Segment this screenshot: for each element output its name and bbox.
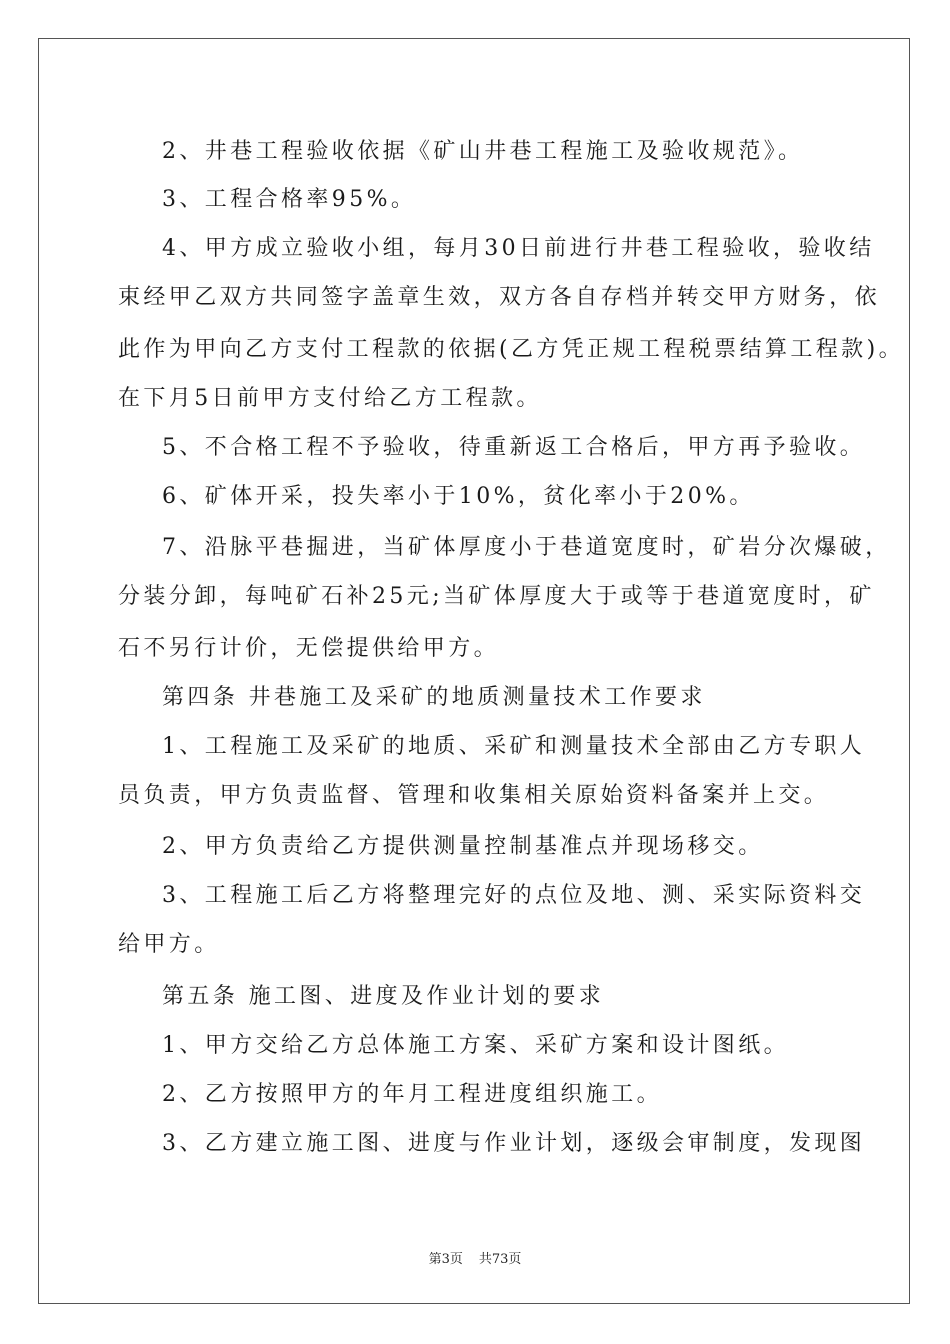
paragraph-line: 2、乙方按照甲方的年月工程进度组织施工。 xyxy=(162,1082,662,1107)
page-number: 第3页 xyxy=(428,1252,463,1267)
paragraph-line: 1、甲方交给乙方总体施工方案、采矿方案和设计图纸。 xyxy=(162,1033,789,1058)
paragraph-line: 2、井巷工程验收依据《矿山井巷工程施工及验收规范》。 xyxy=(162,139,804,164)
paragraph-line: 3、工程施工后乙方将整理完好的点位及地、测、采实际资料交 xyxy=(162,883,866,908)
paragraph-line: 3、乙方建立施工图、进度与作业计划，逐级会审制度，发现图 xyxy=(162,1131,866,1156)
paragraph-line: 6、矿体开采，投失率小于10%，贫化率小于20%。 xyxy=(162,484,755,509)
paragraph-line: 束经甲乙双方共同签字盖章生效，双方各自存档并转交甲方财务，依 xyxy=(118,285,881,310)
page-footer xyxy=(0,1248,950,1267)
paragraph-line: 员负责，甲方负责监督、管理和收集相关原始资料备案并上交。 xyxy=(118,783,830,808)
paragraph-line: 在下月5日前甲方支付给乙方工程款。 xyxy=(118,386,542,411)
section-heading: 第五条 施工图、进度及作业计划的要求 xyxy=(162,984,605,1009)
page-border xyxy=(38,38,910,1304)
paragraph-line: 石不另行计价，无偿提供给甲方。 xyxy=(118,636,500,661)
paragraph-line: 4、甲方成立验收小组，每月30日前进行井巷工程验收，验收结 xyxy=(162,236,875,261)
paragraph-line: 1、工程施工及采矿的地质、采矿和测量技术全部由乙方专职人 xyxy=(162,734,866,759)
paragraph-line: 此作为甲向乙方支付工程款的依据(乙方凭正规工程税票结算工程款)。 xyxy=(118,337,904,362)
paragraph-line: 5、不合格工程不予验收，待重新返工合格后，甲方再予验收。 xyxy=(162,435,866,460)
paragraph-line: 给甲方。 xyxy=(118,932,220,957)
paragraph-line: 2、甲方负责给乙方提供测量控制基准点并现场移交。 xyxy=(162,834,764,859)
paragraph-line: 3、工程合格率95%。 xyxy=(162,187,417,212)
paragraph-line: 分装分卸，每吨矿石补25元;当矿体厚度大于或等于巷道宽度时，矿 xyxy=(118,584,875,609)
section-heading: 第四条 井巷施工及采矿的地质测量技术工作要求 xyxy=(162,685,706,710)
total-pages: 共73页 xyxy=(478,1252,522,1267)
paragraph-line: 7、沿脉平巷掘进，当矿体厚度小于巷道宽度时，矿岩分次爆破， xyxy=(162,535,891,560)
